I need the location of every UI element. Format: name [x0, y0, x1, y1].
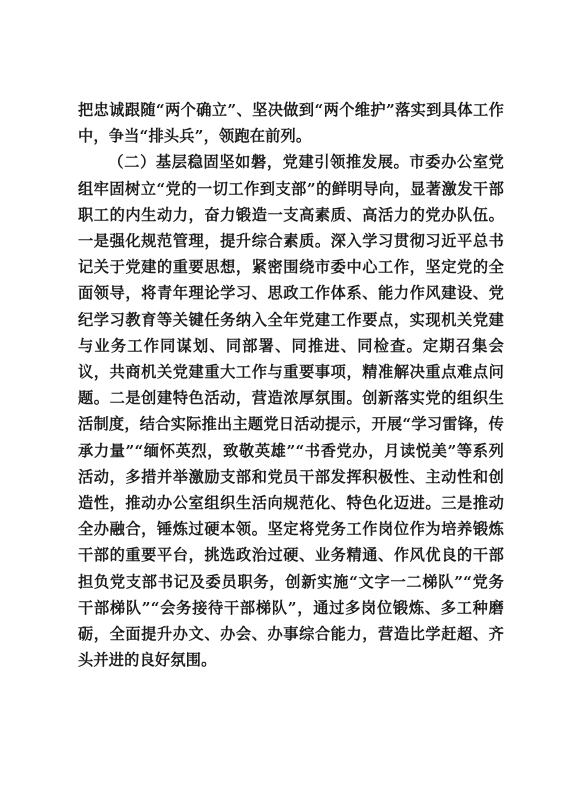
- paragraph-1: 把忠诚跟随“两个确立”、坚决做到“两个维护”落实到具体工作中，争当“排头兵”，领跑在前列。: [78, 101, 504, 146]
- paragraph-2: （二）基层稳固坚如磐，党建引领推发展。市委办公室党组牢固树立“党的一切工作到支部”的鲜明导向，显著激发干部职工的内生动力，奋力锻造一支高素质、高活力的党办队伍。一是强化规范管理，提升综合素质。深入学习贯彻习近平总书记关于党建的重要思想，紧密围绕市委中心工作，坚定党的全面领导，将青年理论学习、思政工作体系、能力作风建设、党纪学习教育等关键任务纳入全年党建工作要点，实现机关党建与业务工作同谋划、同部署、同推进、同检查。定期召集会议，共商机关党建重大工作与重要事项，精准解决重点难点问题。二是创建特色活动，营造浓厚氛围。创新落实党的组织生活制度，结合实际推出主题党日活动提示，开展“学习雷锋，传承力量”“缅怀英烈，致敬英雄”“书香党办，月读悦美”等系列活动，多措并举激励支部和党员干部发挥积极性、主动性和创造性，推动办公室组织生活向规范化、特色化迈进。三是推动全办融合，锤炼过硬本领。坚定将党务工作岗位作为培养锻炼干部的重要平台，挑选政治过硬、业务精通、作风优良的干部担负党支部书记及委员职务，创新实施“文字一二梯队”“党务干部梯队”“会务接待干部梯队”，通过多岗位锻炼、多工种磨砺，全面提升办文、办会、办事综合能力，营造比学赶超、齐头并进的良好氛围。: [78, 153, 504, 670]
- document-body: [78, 97, 504, 673]
